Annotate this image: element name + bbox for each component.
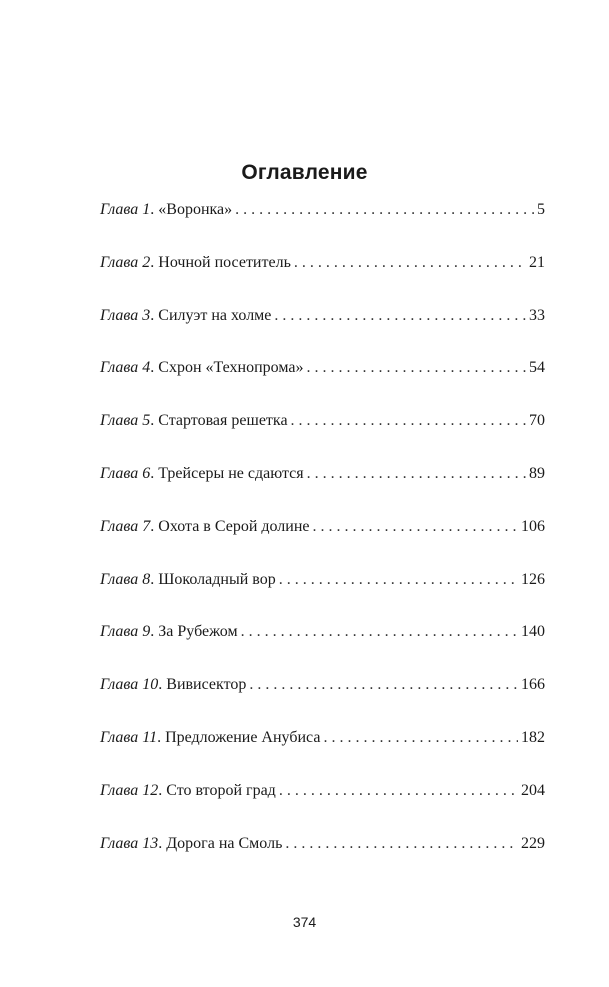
dot-leader [279, 780, 518, 802]
toc-entry: Глава 1 . «Воронка» . . . 5 [100, 199, 545, 252]
chapter-title: Вивисектор [166, 676, 247, 694]
chapter-number: Глава 2 [100, 253, 151, 271]
chapter-number: Глава 1 [100, 201, 151, 218]
toc-entry: Глава 7 . Охота в Серой долине . . . 106 [100, 516, 545, 569]
page-number: 106 [521, 517, 545, 535]
chapter-title: Предложение Анубиса [165, 728, 321, 746]
dot-leader [323, 727, 518, 749]
dot-leader [307, 463, 526, 485]
toc-entry: Глава 6 . Трейсеры не сдаются . . . 89 [100, 463, 545, 516]
dot-leader [307, 357, 527, 379]
toc-entry: Глава 12 . Сто второй град . . . 204 [100, 780, 545, 833]
dot-leader [313, 516, 518, 538]
page-number: 229 [521, 834, 545, 852]
chapter-number: Глава 13 [100, 834, 159, 852]
toc-entry: Глава 3 . Силуэт на холме . . . 33 [100, 305, 545, 358]
toc-entry: Глава 10 . Вивисектор . . . 166 [100, 674, 545, 727]
chapter-number: Глава 10 [100, 676, 159, 694]
page-number: 21 [529, 253, 545, 271]
chapter-title: Ночной посетитель [158, 253, 291, 271]
toc-entry: Глава 9 . За Рубежом . . . 140 [100, 621, 545, 674]
dot-leader [291, 410, 526, 432]
chapter-number: Глава 6 [100, 464, 151, 482]
page-number: 5 [537, 201, 545, 218]
chapter-title: Охота в Серой долине [158, 517, 310, 535]
page-number: 33 [529, 306, 545, 324]
page-number: 182 [521, 728, 545, 746]
dot-leader [274, 305, 526, 327]
chapter-number: Глава 5 [100, 412, 151, 430]
dot-leader [285, 833, 518, 855]
toc-entry: Глава 2 . Ночной посетитель . . . 21 [100, 252, 545, 305]
page-number: 140 [521, 623, 545, 641]
chapter-title: «Воронка» [158, 201, 233, 218]
page-number: 54 [529, 359, 545, 377]
chapter-number: Глава 7 [100, 517, 151, 535]
dot-leader [241, 621, 518, 643]
table-of-contents [100, 199, 545, 885]
chapter-title: Схрон «Технопрома» [158, 359, 304, 377]
page-number: 89 [529, 464, 545, 482]
dot-leader [235, 199, 534, 221]
dot-leader [294, 252, 526, 274]
page-number: 70 [529, 412, 545, 430]
toc-entry: Глава 5 . Стартовая решетка . . . 70 [100, 410, 545, 463]
chapter-title: Шоколадный вор [158, 570, 276, 588]
chapter-number: Глава 8 [100, 570, 151, 588]
chapter-title: За Рубежом [158, 623, 238, 641]
dot-leader [279, 569, 518, 591]
chapter-number: Глава 3 [100, 306, 151, 324]
chapter-number: Глава 4 [100, 359, 151, 377]
page-folio: 374 [292, 914, 317, 930]
page-number: 126 [521, 570, 545, 588]
chapter-title: Дорога на Смоль [166, 834, 283, 852]
toc-entry: Глава 13 . Дорога на Смоль . . . 229 [100, 833, 545, 886]
chapter-number: Глава 12 [100, 781, 159, 799]
toc-entry: Глава 4 . Схрон «Технопрома» . . . 54 [100, 357, 545, 410]
chapter-title: Силуэт на холме [158, 306, 272, 324]
chapter-number: Глава 11 [100, 728, 158, 746]
chapter-title: Сто второй град [166, 781, 276, 799]
page-number: 166 [521, 676, 545, 694]
chapter-title: Стартовая решетка [158, 412, 288, 430]
toc-entry: Глава 11 . Предложение Анубиса . . . 182 [100, 727, 545, 780]
toc-heading: Оглавление [241, 161, 368, 184]
page-number: 204 [521, 781, 545, 799]
toc-entry: Глава 8 . Шоколадный вор . . . 126 [100, 569, 545, 622]
chapter-title: Трейсеры не сдаются [158, 464, 304, 482]
dot-leader [249, 674, 518, 696]
chapter-number: Глава 9 [100, 623, 151, 641]
